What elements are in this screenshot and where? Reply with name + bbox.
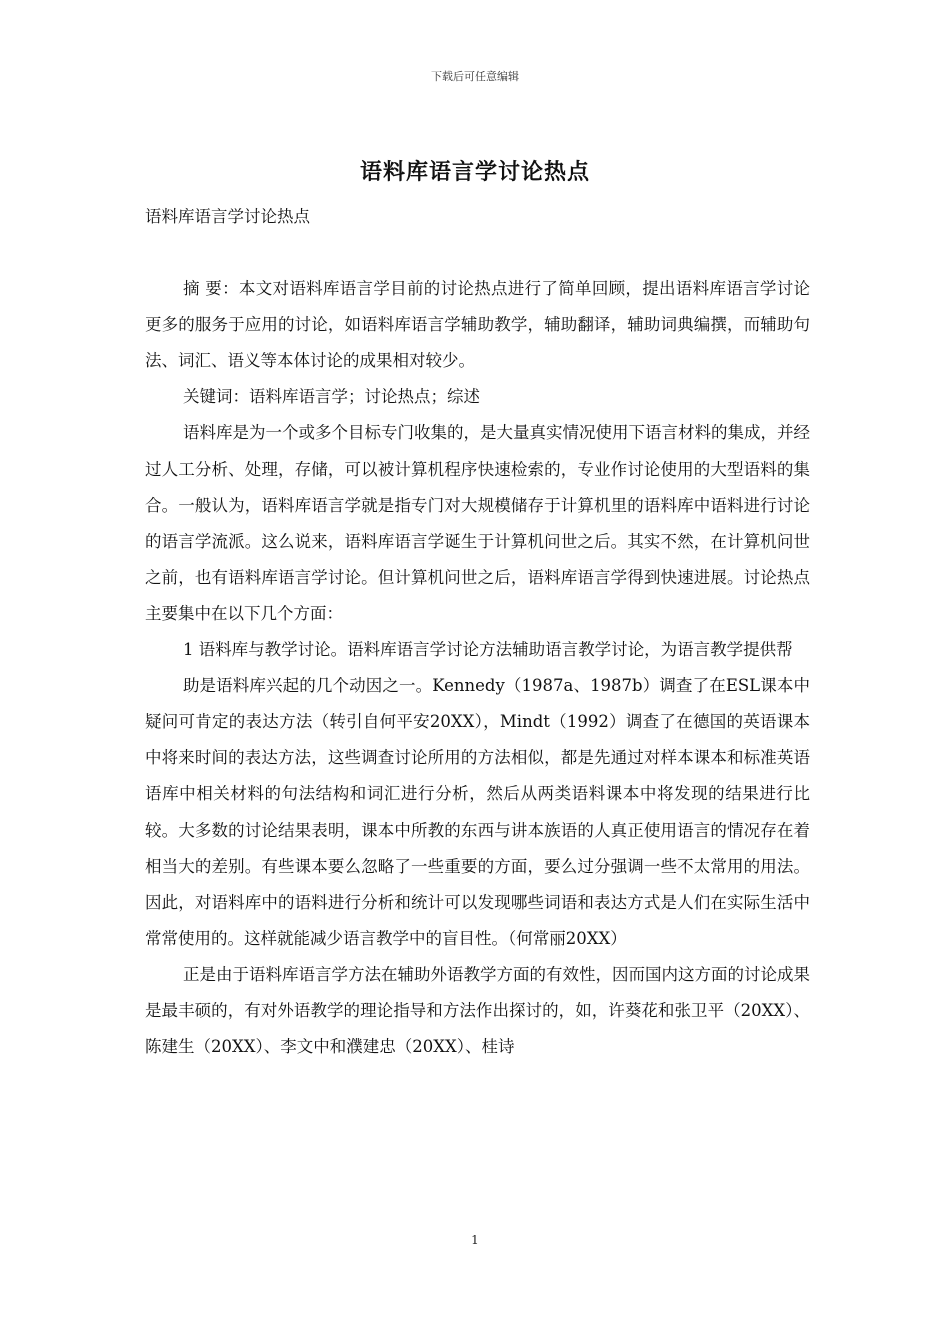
body-paragraph-teaching: 助是语料库兴起的几个动因之一。Kennedy（1987a、1987b）调查了在ESL课本中疑问可肯定的表达方法（转引自何平安20XX），Mindt（1992）调查了在德国的英语课本中将来时间的表达方法，这些调查讨论所用的方法相似，都是先通过对样本课本和标准英语语库中相关材料的句法结构和词汇进行分析，然后从两类语料课本中将发现的结果进行比较。大多数的讨论结果表明，课本中所教的东西与讲本族语的人真正使用语言的情况存在着相当大的差别。有些课本要么忽略了一些重要的方面，要么过分强调一些不太常用的用法。因此，对语料库中的语料进行分析和统计可以发现哪些词语和表达方式是人们在实际生活中常常使用的。这样就能减少语言教学中的盲目性。（何常丽20XX）: [145, 676, 810, 948]
page-number: 1: [471, 1233, 479, 1247]
abstract-paragraph: 摘 要：本文对语料库语言学目前的讨论热点进行了简单回顾，提出语料库语言学讨论更多的服务于应用的讨论，如语料库语言学辅助教学，辅助翻译，辅助词典编撰，而辅助句法、词汇、语义等本体讨论的成果相对较少。: [145, 279, 810, 371]
document-body: [145, 199, 810, 1065]
body-paragraph-domestic: 正是由于语料库语言学方法在辅助外语教学方面的有效性，因而国内这方面的讨论成果是最丰硕的，有对外语教学的理论指导和方法作出探讨的，如，许葵花和张卫平（20XX）、陈建生（20XX）、李文中和濮建忠（20XX）、桂诗: [145, 964, 810, 1057]
header-note: 下载后可任意编辑: [431, 70, 519, 83]
keywords-paragraph: 关键词：语料库语言学；讨论热点；综述: [182, 387, 480, 407]
document-title: 语料库语言学讨论热点: [359, 159, 590, 185]
section-heading-paragraph: 1 语料库与教学讨论。语料库语言学讨论方法辅助语言教学讨论，为语言教学提供帮: [182, 640, 793, 660]
body-paragraph-intro: 语料库是为一个或多个目标专门收集的，是大量真实情况使用下语言材料的集成，并经过人工分析、处理，存储，可以被计算机程序快速检索的，专业作讨论使用的大型语料的集合。一般认为，语料库语言学就是指专门对大规模储存于计算机里的语料库中语料进行讨论的语言学流派。这么说来，语料库语言学诞生于计算机问世之后。其实不然，在计算机问世之前，也有语料库语言学讨论。但计算机问世之后，语料库语言学得到快速进展。讨论热点主要集中在以下几个方面：: [145, 423, 810, 623]
document-subtitle: 语料库语言学讨论热点: [145, 207, 310, 226]
